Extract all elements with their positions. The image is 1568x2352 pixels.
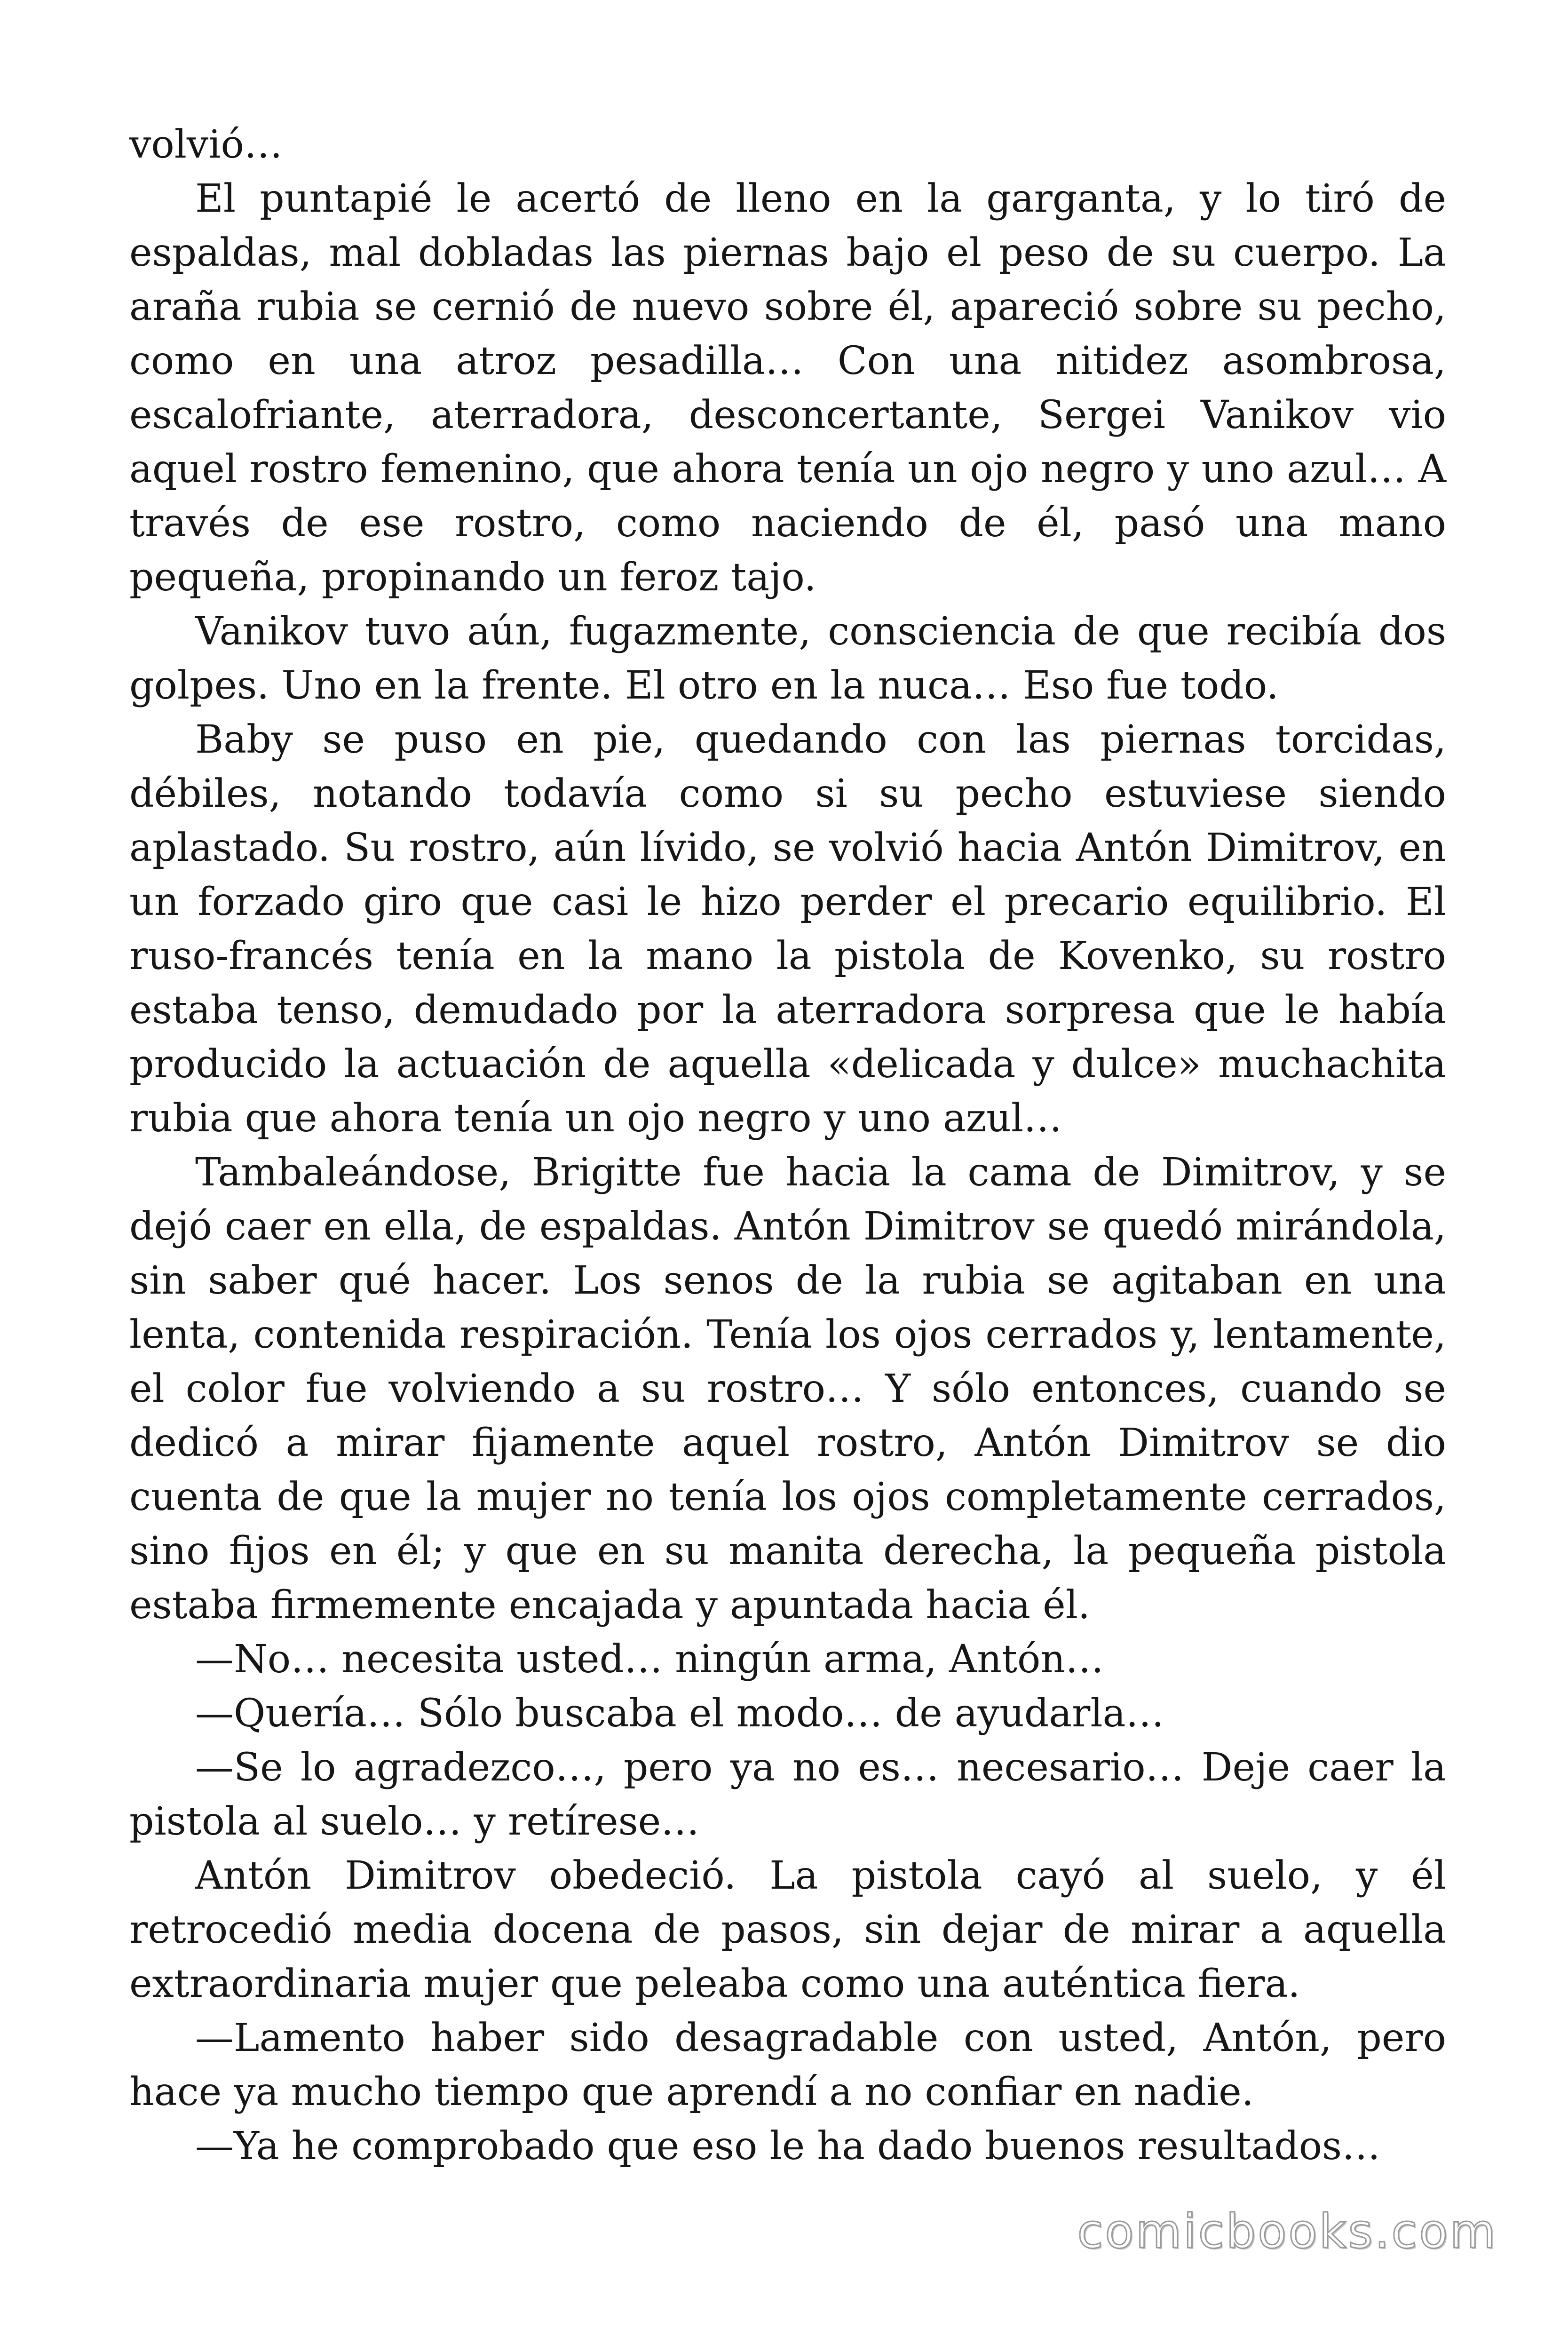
paragraph: Baby se puso en pie, quedando con las piernas torcidas, débiles, notando todavía como si su pecho estuviese siendo aplastado. Su rostro, aún lívido, se volvió hacia Antón Dimitrov, en un forzado giro que casi le hizo perder el precario equilibrio. El ruso-francés tenía en la mano la pistola de Kovenko, su rostro estaba tenso, demudado por la aterradora sorpresa que le había producido la actuación de aquella «delicada y dulce» muchachita rubia que ahora tenía un ojo negro y uno azul…: [129, 717, 1446, 1141]
paragraph: Vanikov tuvo aún, fugazmente, consciencia de que recibía dos golpes. Uno en la frente. El otro en la nuca… Eso fue todo.: [129, 609, 1446, 708]
paragraph: volvió…: [129, 122, 283, 167]
paragraph: El puntapié le acertó de lleno en la garganta, y lo tiró de espaldas, mal dobladas las piernas bajo el peso de su cuerpo. La araña rubia se cernió de nuevo sobre él, apareció sobre su pecho, como en una atroz pesadilla… Con una nitidez asombrosa, escalofriante, aterradora, desconcertante, Sergei Vanikov vio aquel rostro femenino, que ahora tenía un ojo negro y uno azul… A través de ese rostro, como naciendo de él, pasó una mano pequeña, propinando un feroz tajo.: [129, 176, 1446, 600]
paragraph: —Ya he comprobado que eso le ha dado buenos resultados…: [195, 2124, 1381, 2169]
paragraph: Antón Dimitrov obedeció. La pistola cayó al suelo, y él retrocedió media docena de pasos, sin dejar de mirar a aquella extraordinaria mujer que peleaba como una auténtica fiera.: [129, 1853, 1446, 2006]
paragraph: —Quería… Sólo buscaba el modo… de ayudarla…: [195, 1691, 1164, 1736]
paragraph: Tambaleándose, Brigitte fue hacia la cama de Dimitrov, y se dejó caer en ella, de espaldas. Antón Dimitrov se quedó mirándola, sin saber qué hacer. Los senos de la rubia se agitaban en una lenta, contenida respiración. Tenía los ojos cerrados y, lentamente, el color fue volviendo a su rostro… Y sólo entonces, cuando se dedicó a mirar fijamente aquel rostro, Antón Dimitrov se dio cuenta de que la mujer no tenía los ojos completamente cerrados, sino fijos en él; y que en su manita derecha, la pequeña pistola estaba firmemente encajada y apuntada hacia él.: [129, 1150, 1446, 1628]
paragraph: —Se lo agradezco…, pero ya no es… necesario… Deje caer la pistola al suelo… y retírese…: [129, 1745, 1446, 1844]
watermark: comicbooks.com: [1077, 2204, 1497, 2259]
paragraph: —No… necesita usted… ningún arma, Antón…: [195, 1637, 1104, 1682]
paragraph: —Lamento haber sido desagradable con usted, Antón, pero hace ya mucho tiempo que aprendí a no confiar en nadie.: [129, 2016, 1446, 2114]
page-text: [129, 118, 1446, 2173]
